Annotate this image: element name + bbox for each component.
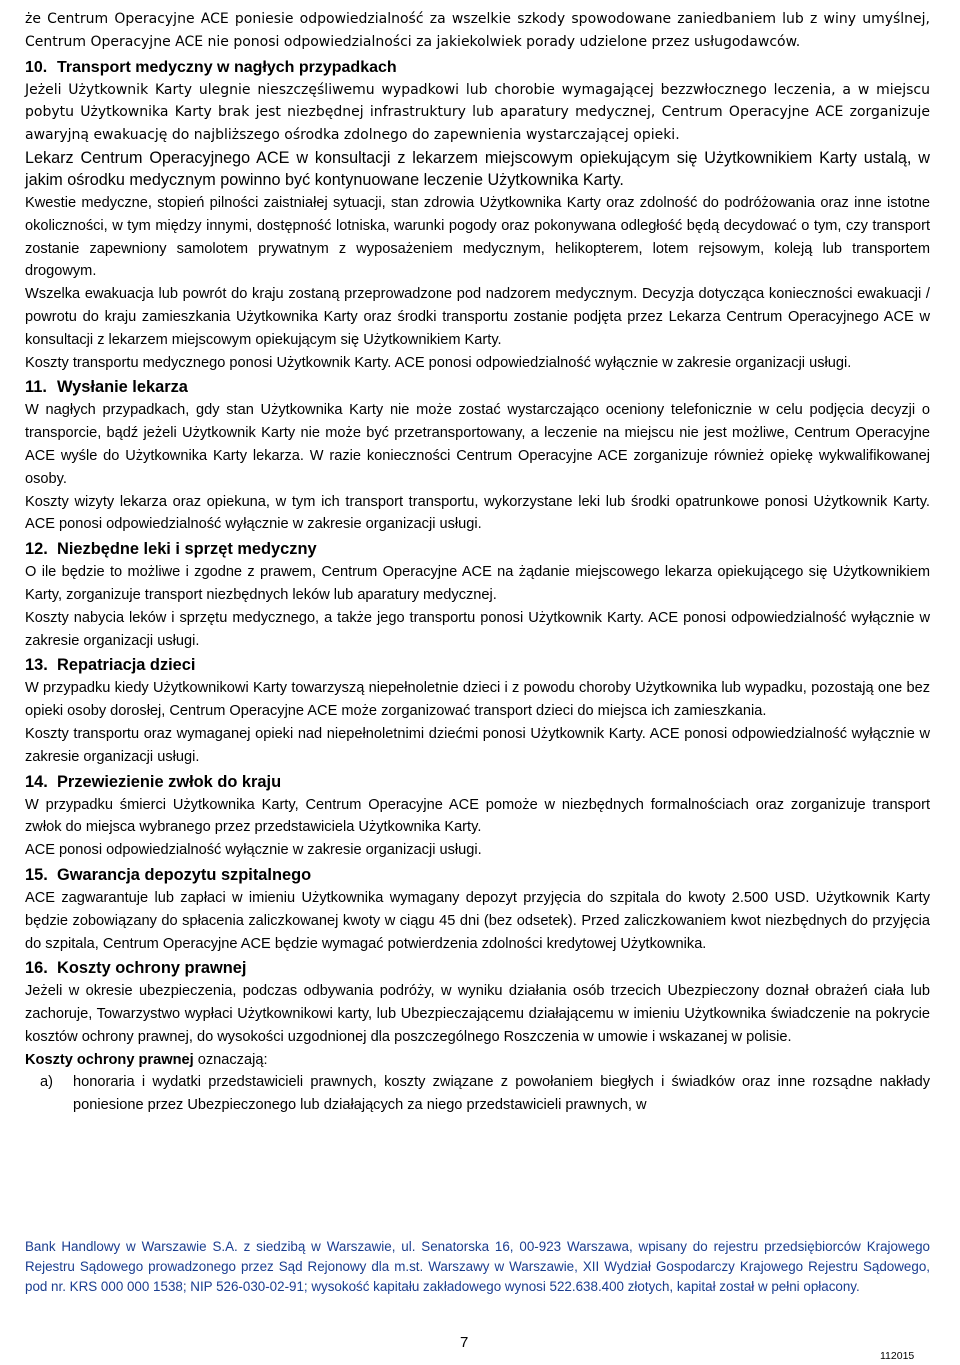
section-title: Niezbędne leki i sprzęt medyczny <box>57 540 317 559</box>
section-number: 10. <box>25 58 48 76</box>
page-number: 7 <box>460 1334 469 1351</box>
section-16-heading <box>25 957 930 980</box>
section-title: Przewiezienie zwłok do kraju <box>57 772 282 791</box>
paragraph: ACE ponosi odpowiedzialność wyłącznie w zakresie organizacji usługi. <box>25 842 482 859</box>
section-11-heading <box>25 376 930 399</box>
bold-term: Koszty ochrony prawnej <box>25 1051 194 1068</box>
section-title: Repatriacja dzieci <box>57 656 196 675</box>
paragraph: Koszty nabycia leków i sprzętu medycznego, a także jego transportu ponosi Użytkownik Karty. ACE ponosi odpowiedzialność wyłącznie w zakresie organizacji usługi. <box>25 609 930 649</box>
section-number: 11. <box>25 378 47 397</box>
intro-paragraph: że Centrum Operacyjne ACE poniesie odpowiedzialność za wszelkie szkody spowodowane zaniedbaniem lub z winy umyślnej, Centrum Operacyjne ACE nie ponosi odpowiedzialności za jakiekolwiek porady udzielone przez usługodawców. <box>25 11 930 50</box>
paragraph: Jeżeli Użytkownik Karty ulegnie nieszczęśliwemu wypadkowi lub chorobie wymagającej bezzwłocznego leczenia, a w miejscu pobytu Użytkownika Karty brak jest niezbędnej infrastruktury lub aparatury medycznej, Centrum Operacyjne ACE zorganizuje awaryjną ewakuację do najbliższego ośrodka zdolnego do zapewnienia wystarczającej opieki. <box>25 81 930 144</box>
paragraph: Kwestie medyczne, stopień pilności zaistniałej sytuacji, stan zdrowia Użytkownika Karty oraz zdolność do podróżowania oraz inne istotne okoliczności, w tym między innymi, dostępność lotniska, warunki pogody oraz pokonywana odległość będą decydować o tym, czy transport zostanie zapewniony samolotem prywatnym z wyposażeniem medycznym, helikopterem, lotem rejsowym, koleją lub transportem drogowym. <box>25 194 930 280</box>
section-title: Transport medyczny w nagłych przypadkach <box>57 58 397 76</box>
paragraph: W przypadku śmierci Użytkownika Karty, Centrum Operacyjne ACE pomoże w niezbędnych formalnościach oraz zorganizuje transport zwłok do miejsca wybranego przez przedstawiciela Użytkownika Karty. <box>25 796 930 836</box>
document-code: 112015 <box>880 1350 915 1362</box>
document-body <box>25 8 930 1117</box>
paragraph: Koszty wizyty lekarza oraz opiekuna, w tym ich transport transportu, wykorzystane leki lub środki opatrunkowe ponosi Użytkownik Karty. ACE ponosi odpowiedzialność wyłącznie w zakresie organizacji usługi. <box>25 493 930 533</box>
section-title: Koszty ochrony prawnej <box>57 959 247 978</box>
paragraph: Jeżeli w okresie ubezpieczenia, podczas odbywania podróży, w wyniku działania osób trzecich Ubezpieczony doznał obrażeń ciała lub zachoruje, Towarzystwo wypłaci Użytkownikowi karty, lub Ubezpieczającemu działającemu w imieniu Użytkownika świadczenie na pokrycie kosztów ochrony prawnej, do wysokości uzgodnionej dla poszczególnego Roszczenia w umowie i wskazanej w polisie. <box>25 983 930 1045</box>
section-number: 15. <box>25 865 48 884</box>
list-item-text: honoraria i wydatki przedstawicieli prawnych, koszty związane z powołaniem biegłych i świadków oraz inne rozsądne nakłady poniesione przez Ubezpieczonego lub działających za niego przedstawicieli prawnych, w <box>73 1074 930 1114</box>
section-number: 16. <box>25 959 48 978</box>
section-14-heading <box>25 771 930 794</box>
paragraph: Koszty transportu medycznego ponosi Użytkownik Karty. ACE ponosi odpowiedzialność wyłącznie w zakresie organizacji usługi. <box>25 354 852 371</box>
section-title: Wysłanie lekarza <box>57 378 188 397</box>
section-15-heading <box>25 864 930 887</box>
paragraph: Wszelka ewakuacja lub powrót do kraju zostaną przeprowadzone pod nadzorem medycznym. Decyzja dotycząca konieczności ewakuacji / powrotu do kraju zamieszkania Użytkownika Karty oraz środki transportu zostanie podjęta przez Lekarza Centrum Operacyjnego ACE w konsultacji z lekarzem miejscowym opiekującym się Użytkownikiem Karty. <box>25 286 930 348</box>
page-footer: Bank Handlowy w Warszawie S.A. z siedzibą w Warszawie, ul. Senatorska 16, 00-923 Warszawa, wpisany do rejestru przedsiębiorców Krajowego Rejestru Sądowego prowadzonego przez Sąd Rejonowy dla m.st. Warszawy w Warszawie, XII Wydział Gospodarczy Krajowego Rejestru Sądowego, pod nr. KRS 000 000 1538; NIP 526-030-02-91; wysokość kapitału zakładowego wynosi 522.638.400 złotych, kapitał został w pełni opłacony. <box>25 1239 930 1294</box>
paragraph: ACE zagwarantuje lub zapłaci w imieniu Użytkownika wymagany depozyt przyjęcia do szpitala do kwoty 2.500 USD. Użytkownik Karty będzie zobowiązany do spłacenia zaliczkowanej kwoty w ciągu 45 dni (bez odsetek). Przed zaliczkowaniem kwot niezbędnych do przyjęcia do szpitala, Centrum Operacyjne ACE będzie wymagać potwierdzenia zdolności kredytowej Użytkownika. <box>25 889 930 952</box>
paragraph: W nagłych przypadkach, gdy stan Użytkownika Karty nie może zostać wystarczająco oceniony telefonicznie w celu podjęcia decyzji o transporcie, bądź jeżeli Użytkownik Karty nie może być przetransportowany, a leczenie na miejscu nie jest możliwe, Centrum Operacyjne ACE wyśle do Użytkownika Karty lekarza. W razie konieczności Centrum Operacyjne ACE zorganizuje również opiekę wykwalifikowanej osoby. <box>25 402 930 487</box>
section-12-heading <box>25 538 930 561</box>
term-suffix: oznaczają: <box>193 1051 268 1068</box>
section-title: Gwarancja depozytu szpitalnego <box>57 865 312 884</box>
paragraph: Lekarz Centrum Operacyjnego ACE w konsultacji z lekarzem miejscowym opiekującym się Użytkownikiem Karty ustalą, w jakim ośrodku medycznym powinno być kontynuowane leczenie Użytkownika Karty. <box>25 148 930 190</box>
paragraph: O ile będzie to możliwe i zgodne z prawem, Centrum Operacyjne ACE na żądanie miejscowego lekarza opiekującego się Użytkownikiem Karty, zorganizuje transport niezbędnych leków lub aparatury medycznej. <box>25 564 930 603</box>
section-10-heading <box>25 56 930 79</box>
section-number: 12. <box>25 540 48 559</box>
paragraph: Koszty transportu oraz wymaganej opieki nad niepełnoletnimi dziećmi ponosi Użytkownik Karty. ACE ponosi odpowiedzialność wyłącznie w zakresie organizacji usługi. <box>25 725 930 765</box>
list-marker: a) <box>40 1074 53 1091</box>
paragraph <box>25 1049 930 1072</box>
section-number: 13. <box>25 656 48 675</box>
list-item <box>25 1071 930 1117</box>
section-13-heading <box>25 654 930 677</box>
paragraph: W przypadku kiedy Użytkownikowi Karty towarzyszą niepełnoletnie dzieci i z powodu choroby Użytkownika lub wypadku, pozostają one bez opieki osoby dorosłej, Centrum Operacyjne ACE może zorganizować transport dzieci do miejsca ich zamieszkania. <box>25 680 930 720</box>
section-number: 14. <box>25 772 48 791</box>
